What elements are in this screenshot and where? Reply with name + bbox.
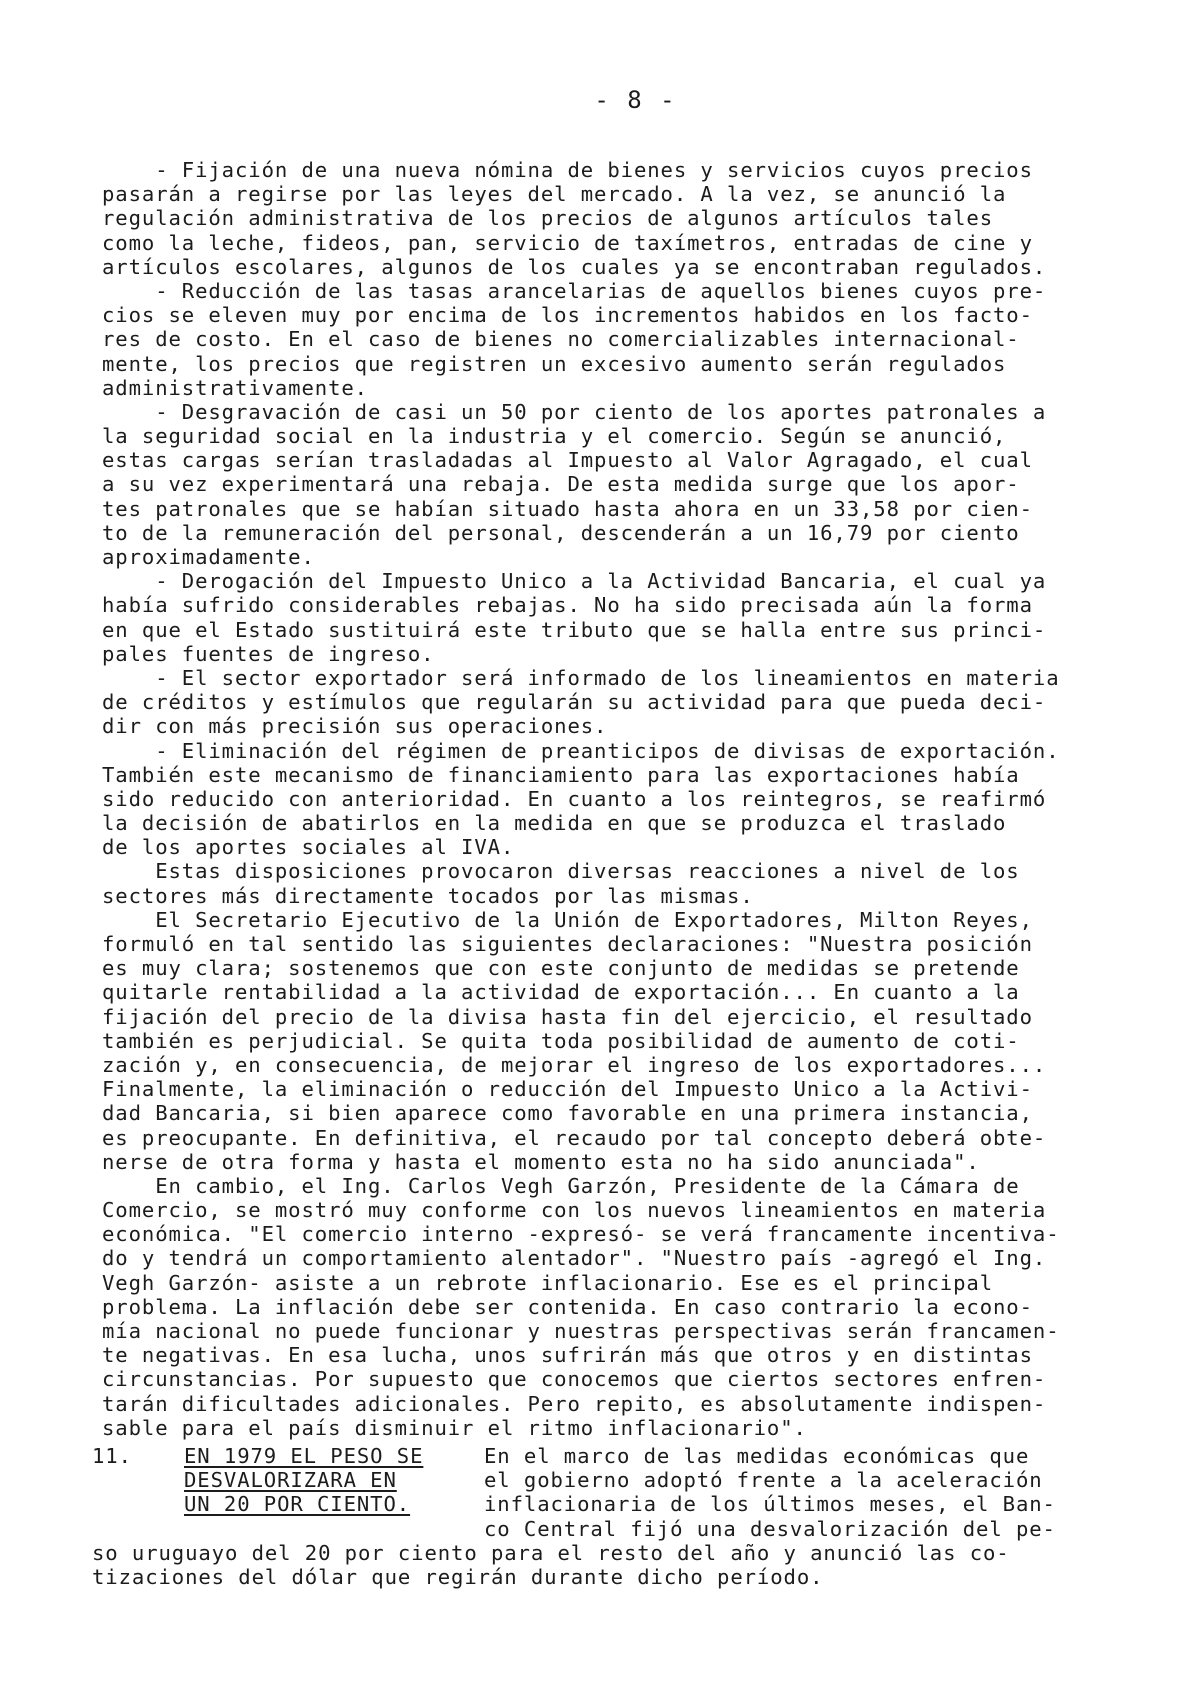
- body-text-line: en que el Estado sustituirá este tributo que se halla entre sus princi-: [102, 617, 1047, 642]
- body-text-line: regulación administrativa de los precios de algunos artículos tales: [102, 206, 993, 231]
- body-text-line: dad Bancaria, si bien aparece como favorable en una primera instancia,: [102, 1101, 1033, 1126]
- body-text-line: problema. La inflación debe ser contenida. En caso contrario la econo-: [102, 1294, 1033, 1319]
- section-intro-text: [484, 1444, 1124, 1541]
- body-text-line: - Reducción de las tasas arancelarias de aquellos bienes cuyos pre-: [102, 278, 1047, 303]
- body-text-line: de créditos y estímulos que regularán su actividad para que pueda deci-: [102, 690, 1047, 715]
- body-text-line: pales fuentes de ingreso.: [102, 641, 435, 666]
- section-text-line: En el marco de las medidas económicas que: [484, 1444, 1030, 1468]
- section-continuation-text: [92, 1541, 1112, 1589]
- body-text-line: dir con más precisión sus operaciones.: [102, 714, 608, 739]
- body-text-line: - El sector exportador será informado de los lineamientos en materia: [102, 665, 1060, 690]
- body-text-line: es muy clara; sostenemos que con este conjunto de medidas se pretende: [102, 956, 1020, 981]
- body-text-line: tes patronales que se habían situado hasta ahora en un 33,58 por cien-: [102, 496, 1033, 521]
- section-heading-line: UN 20 POR CIENTO.: [184, 1492, 411, 1517]
- body-text-line: Estas disposiciones provocaron diversas reacciones a nivel de los: [102, 859, 1020, 884]
- section-number: 11.: [92, 1444, 132, 1468]
- body-text-line: la decisión de abatirlos en la medida en que se produzca el traslado: [102, 811, 1007, 836]
- section-heading: [184, 1444, 474, 1517]
- body-text-line: formuló en tal sentido las siguientes declaraciones: "Nuestra posición: [102, 932, 1033, 956]
- section-heading-line: DESVALORIZARA EN: [184, 1468, 397, 1493]
- body-text-line: como la leche, fideos, pan, servicio de taxímetros, entradas de cine y: [102, 230, 1033, 255]
- body-text-line: de los aportes sociales al IVA.: [102, 835, 515, 860]
- body-text-line: - Eliminación del régimen de preanticipos de divisas de exportación.: [102, 738, 1060, 763]
- body-text-line: mía nacional no puede funcionar y nuestras perspectivas serán francamen-: [102, 1319, 1060, 1343]
- body-text-line: También este mecanismo de financiamiento para las exportaciones había: [102, 762, 1020, 787]
- body-text-line: Comercio, se mostró muy conforme con los nuevos lineamientos en materia: [102, 1198, 1047, 1223]
- body-text-line: sido reducido con anterioridad. En cuanto a los reintegros, se reafirmó: [102, 786, 1047, 811]
- body-text-line: El Secretario Ejecutivo de la Unión de Exportadores, Milton Reyes,: [102, 907, 1033, 932]
- page-number: - 8 -: [594, 86, 677, 114]
- body-text-line: económica. "El comercio interno -expresó- se verá francamente incentiva-: [102, 1222, 1060, 1247]
- section-text-line: so uruguayo del 20 por ciento para el resto del año y anunció las co-: [92, 1540, 1010, 1565]
- body-text-line: nerse de otra forma y hasta el momento esta no ha sido anunciada".: [102, 1149, 980, 1174]
- body-text-line: En cambio, el Ing. Carlos Vegh Garzón, Presidente de la Cámara de: [102, 1173, 1020, 1198]
- body-text-line: te negativas. En esa lucha, unos sufrirán más que otros y en distintas: [102, 1343, 1033, 1368]
- body-text-line: res de costo. En el caso de bienes no comercializables internacional-: [102, 327, 1020, 352]
- body-text-line: quitarle rentabilidad a la actividad de exportación... En cuanto a la: [102, 980, 1020, 1005]
- body-text-line: sectores más directamente tocados por las mismas.: [102, 883, 754, 908]
- body-text-line: mente, los precios que registren un excesivo aumento serán regulados: [102, 351, 1007, 376]
- body-text-line: - Desgravación de casi un 50 por ciento de los aportes patronales a: [102, 399, 1047, 424]
- body-text-line: do y tendrá un comportamiento alentador". "Nuestro país -agregó el Ing.: [102, 1246, 1047, 1271]
- body-text-line: la seguridad social en la industria y el comercio. Según se anunció,: [102, 424, 1007, 449]
- body-text-line: administrativamente.: [102, 375, 368, 400]
- body-text-line: también es perjudicial. Se quita toda posibilidad de aumento de coti-: [102, 1028, 1020, 1053]
- body-text-line: tarán dificultades adicionales. Pero repito, es absolutamente indispen-: [102, 1391, 1047, 1416]
- section-text-line: tizaciones del dólar que regirán durante dicho período.: [92, 1564, 824, 1589]
- body-text-line: pasarán a regirse por las leyes del mercado. A la vez, se anunció la: [102, 182, 1007, 207]
- body-text: [102, 158, 1112, 1440]
- section-text-line: co Central fijó una desvalorización del pe-: [484, 1516, 1056, 1541]
- body-text-line: artículos escolares, algunos de los cuales ya se encontraban regulados.: [102, 254, 1047, 279]
- body-text-line: circunstancias. Por supuesto que conocemos que ciertos sectores enfren-: [102, 1367, 1047, 1392]
- body-text-line: estas cargas serían trasladadas al Impuesto al Valor Agragado, el cual: [102, 448, 1033, 473]
- body-text-line: Vegh Garzón- asiste a un rebrote inflacionario. Ese es el principal: [102, 1270, 993, 1295]
- body-text-line: fijación del precio de la divisa hasta fin del ejercicio, el resultado: [102, 1004, 1033, 1029]
- body-text-line: - Derogación del Impuesto Unico a la Actividad Bancaria, el cual ya: [102, 569, 1047, 594]
- body-text-line: zación y, en consecuencia, de mejorar el ingreso de los exportadores...: [102, 1052, 1047, 1077]
- body-text-line: es preocupante. En definitiva, el recaudo por tal concepto deberá obte-: [102, 1125, 1047, 1150]
- body-text-line: cios se eleven muy por encima de los incrementos habidos en los facto-: [102, 303, 1033, 328]
- body-text-line: - Fijación de una nueva nómina de bienes y servicios cuyos precios: [102, 158, 1033, 182]
- body-text-line: había sufrido considerables rebajas. No ha sido precisada aún la forma: [102, 593, 1033, 618]
- body-text-line: to de la remuneración del personal, descenderán a un 16,79 por ciento: [102, 520, 1020, 545]
- body-text-line: a su vez experimentará una rebaja. De esta medida surge que los apor-: [102, 472, 1020, 497]
- section-heading-line: EN 1979 EL PESO SE: [184, 1444, 424, 1468]
- body-text-line: Finalmente, la eliminación o reducción del Impuesto Unico a la Activi-: [102, 1077, 1033, 1102]
- body-text-line: sable para el país disminuir el ritmo inflacionario".: [102, 1415, 807, 1440]
- section-text-line: el gobierno adoptó frente a la aceleración: [484, 1468, 1043, 1493]
- section-text-line: inflacionaria de los últimos meses, el Ban-: [484, 1492, 1056, 1517]
- body-text-line: aproximadamente.: [102, 545, 315, 569]
